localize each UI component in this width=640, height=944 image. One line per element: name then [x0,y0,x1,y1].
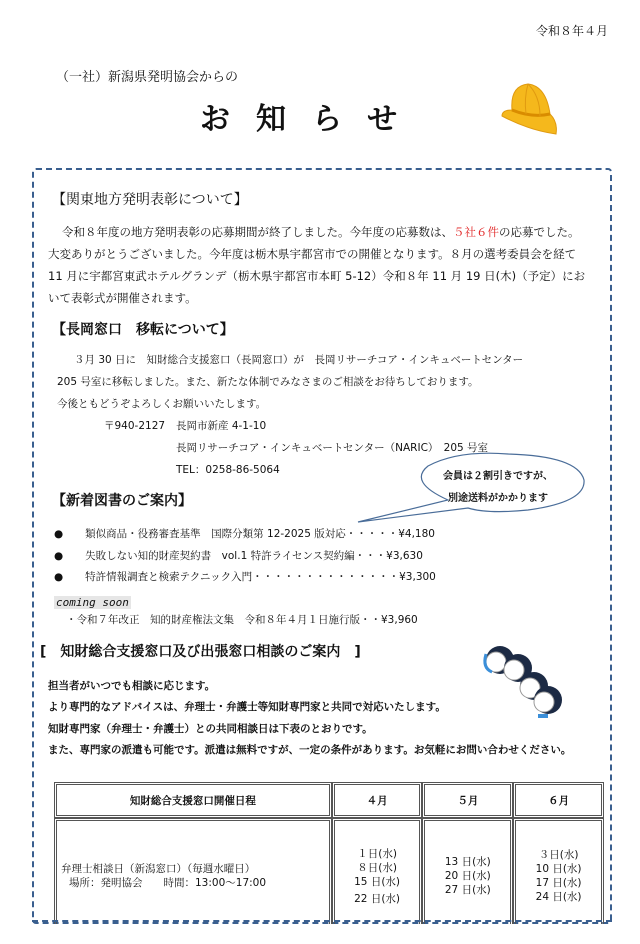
row-label-cell [54,818,332,934]
bullet-icon: ● [54,550,64,562]
paragraph-text: 今後ともどうぞよろしくお願いいたします。 [57,398,267,410]
book-price: ¥4,180 [398,528,435,540]
book-price: ¥3,960 [381,614,418,626]
callout-line2: 別途送料がかかります [448,493,548,504]
book-title: 特許情報調査と検索テクニック入門・・・・・・・・・・・・・・ [85,571,400,583]
callout-line1: 会員は２割引きですが、 [443,471,553,482]
coming-soon-label: coming soon [56,596,129,609]
bullet-icon: ● [54,571,64,583]
organization-label: （一社）新潟県発明協会からの [56,70,239,85]
table-header-cell: ６月 [513,782,604,818]
consultation-line: 担当者がいつでも相談に応じます。 [48,680,216,692]
table-header-row [54,782,604,818]
schedule-table [54,782,604,934]
issue-date: 令和８年４月 [535,24,608,38]
june-dates-cell [513,818,604,934]
bullet-icon: ● [54,528,64,540]
paragraph-text: 11 月に宇都宮東武ホテルグランデ（栃木県宇都宮市本町 5-12）令和８年 11 月 19 日(木)（予定）にお [48,269,586,283]
consultation-line: 知財専門家（弁理士・弁護士）との共同相談日は下表のとおりです。 [48,723,373,735]
date-entry: 27 日(水) [444,884,491,896]
date-entry: 15 日(水) [354,875,401,888]
book-item-coming-soon [66,612,418,627]
row-label-title: 弁理士相談日（新潟窓口）（毎週水曜日） [61,863,256,875]
date-entry: 22 日(水) [354,892,401,905]
book-title: ・令和７年改正 知的財産権法文集 令和８年４月１日施行版・・ [66,614,381,626]
date-entry: １日(水) [357,847,397,860]
paragraph-text: 令和８年度の地方発明表彰の応募期間が終了しました。今年度の応募数は、 [62,225,453,239]
table-header-cell: ４月 [332,782,423,818]
building-name: 長岡リサーチコア・インキュベートセンター（NARIC） 205 号室 [176,442,489,454]
consultation-line: より専門的なアドバイスは、弁理士・弁護士等知財専門家と共同で対応いたします。 [48,701,446,713]
book-item [54,548,423,563]
phone-number[interactable]: TEL：0258-86-5064 [176,464,280,476]
book-price: ¥3,300 [399,571,436,583]
date-entry: 17 日(水) [535,877,582,889]
paragraph-text: 205 号室に移転しました。また、新たな体制でみなさまのご相談をお待ちしております。 [57,376,479,388]
page-title: お知らせ [200,102,424,137]
section-heading-nagaoka-move: 【長岡窓口 移転について】 [52,322,234,338]
book-price: ¥3,630 [386,550,423,562]
book-item [54,526,435,541]
table-row [54,818,604,934]
row-label-location: 場所：発明協会 時間：13:00～17:00 [69,877,267,889]
date-entry: ８日(水) [357,861,397,874]
school-hat-icon [496,78,560,144]
section-heading-new-books: 【新着図書のご案内】 [52,493,192,509]
book-item [54,569,436,584]
paragraph-text: 大変ありがとうございました。今年度は栃木県宇都宮市での開催となります。８月の選考委員会を経て [48,247,577,261]
date-entry: 13 日(水) [444,856,491,868]
postal-code: 〒940-2127 [104,420,166,432]
date-entry: 24 日(水) [535,891,582,903]
april-dates-cell [332,818,423,934]
section-heading-consultation: [ 知財総合支援窓口及び出張窓口相談のご案内 ] [40,644,361,660]
penguin-illustration [478,640,570,726]
address: 長岡市新産 4-1-10 [176,420,267,432]
frame-bottom-border [32,920,612,922]
consultation-line: また、専門家の派遣も可能です。派遣は無料ですが、一定の条件があります。お気軽にお問い合わせください。 [48,744,572,756]
table-header-cell: 知財総合支援窓口開催日程 [54,782,332,818]
may-dates-cell [422,818,513,934]
date-entry: ３日(水) [538,849,579,861]
paragraph-text: ３月 30 日に 知財総合支援窓口（長岡窓口）が 長岡リサーチコア・インキュベートセンター [74,354,524,366]
highlight-count: ５社６件 [453,225,499,239]
table-header-cell: ５月 [422,782,513,818]
book-title: 失敗しない知的財産契約書 vol.1 特許ライセンス契約編・・・ [85,550,387,562]
section-heading-kanto-award: 【関東地方発明表彰について】 [52,192,248,208]
paragraph-text: の応募でした。 [499,225,580,239]
book-title: 類似商品・役務審査基準 国際分類第 12-2025 版対応・・・・・ [85,528,399,540]
paragraph-text: いて表彰式が開催されます。 [48,291,197,305]
date-entry: 10 日(水) [535,863,582,875]
date-entry: 20 日(水) [444,870,491,882]
